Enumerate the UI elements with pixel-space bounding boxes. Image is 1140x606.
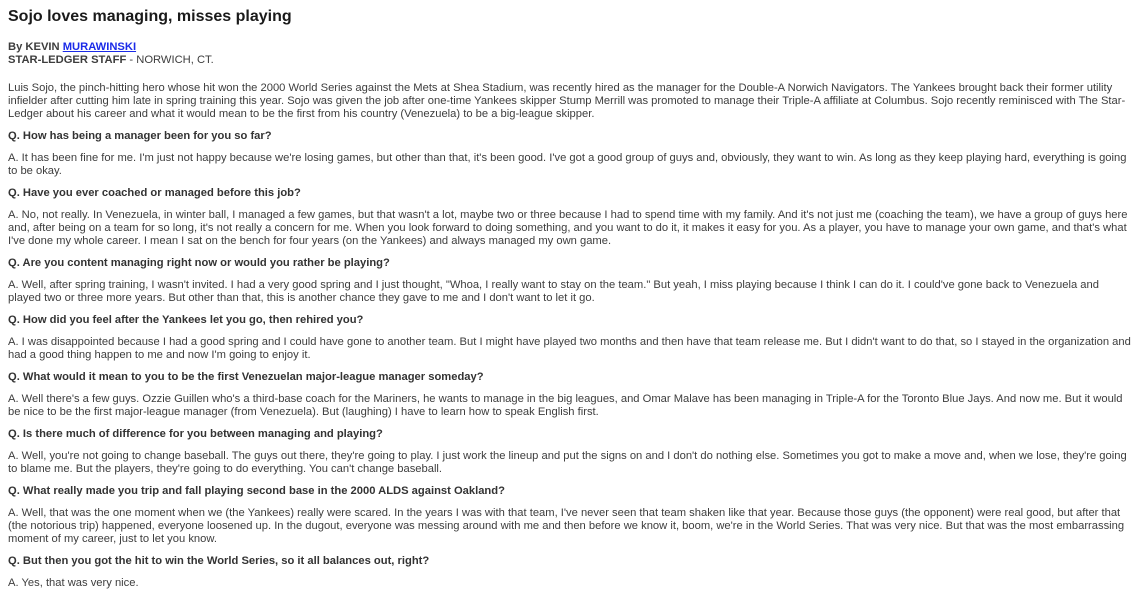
- answer-7: A. Well, that was the one moment when we (the Yankees) really were scared. In the years I was with that team, I've never seen that team shaken like that year. Because those guys (the opponent) were real good, but after that (the notorious trip) happened, everyone loosened up. In the dugout, everyone was messing around with me and then before we know it, boom, we're in the World Series. That was very nice. But that was the most embarrassing moment of my career, just to let you know.: [8, 507, 1125, 545]
- author-link[interactable]: MURAWINSKI: [62, 41, 137, 53]
- answer-5: A. Well there's a few guys. Ozzie Guillen who's a third-base coach for the Mariners, he wants to manage in the big leagues, and Omar Malave has been managing in Triple-A for the Toronto Blue Jays. And now me. But it would be nice to be the first major-league manager (from Venezuela). But (laughing) I have to learn how to speak English first.: [8, 393, 1123, 418]
- question-4: Q. How did you feel after the Yankees let you go, then rehired you?: [8, 314, 364, 326]
- answer-3: A. Well, after spring training, I wasn't invited. I had a very good spring and I just thought, "Whoa, I really want to stay on the team." But yeah, I miss playing because I think I can do it. I could've gone back to Venezuela and played two or three more years. But other than that, this is another chance they gave to me and I don't want to let it go.: [8, 279, 1099, 304]
- intro-paragraph: Luis Sojo, the pinch-hitting hero whose hit won the 2000 World Series against the Mets at Shea Stadium, was recently hired as the manager for the Double-A Norwich Navigators. The Yankees brought back their former utility infielder after cutting him late in spring training this year. Sojo was given the job after one-time Yankees skipper Stump Merrill was promoted to manage their Triple-A affiliate at Columbus. Sojo recently reminisced with The Star-Ledger about his career and what it would mean to be the first from his country (Venezuela) to be a big-league skipper.: [8, 82, 1126, 120]
- question-3: Q. Are you content managing right now or would you rather be playing?: [8, 257, 390, 269]
- question-5: Q. What would it mean to you to be the first Venezuelan major-league manager someday?: [8, 371, 484, 383]
- answer-8: A. Yes, that was very nice.: [8, 577, 139, 589]
- question-6: Q. Is there much of difference for you between managing and playing?: [8, 428, 383, 440]
- byline: [8, 41, 1132, 67]
- question-1: Q. How has being a manager been for you so far?: [8, 130, 272, 142]
- article-title: Sojo loves managing, misses playing: [8, 8, 292, 25]
- question-2: Q. Have you ever coached or managed before this job?: [8, 187, 301, 199]
- question-8: Q. But then you got the hit to win the World Series, so it all balances out, right?: [8, 555, 430, 567]
- staff-label: STAR-LEDGER STAFF: [8, 54, 127, 66]
- answer-1: A. It has been fine for me. I'm just not happy because we're losing games, but other than that, it's been good. I've got a good group of guys and, obviously, they want to win. As long as they keep playing hard, everything is going to be okay.: [8, 152, 1127, 177]
- answer-6: A. Well, you're not going to change baseball. The guys out there, they're going to play. I just work the lineup and put the signs on and I don't do nothing else. Sometimes you got to make a move and, when we lose, they're going to blame me. But the players, they're going to do everything. You can't change baseball.: [8, 450, 1127, 475]
- dateline: - NORWICH, CT.: [126, 54, 214, 66]
- question-7: Q. What really made you trip and fall playing second base in the 2000 ALDS against Oakland?: [8, 485, 505, 497]
- answer-2: A. No, not really. In Venezuela, in winter ball, I managed a few games, but that wasn't a lot, maybe two or three because I had to spend time with my family. And it's not just me (coaching the team), we have a group of guys here and, after being on a team for so long, it's not really a concern for me. When you look forward to doing something, and you want to do it, it makes it easy for you. As a player, you have to manage your own game, and that's what I've done my whole career. I mean I sat on the bench for four years (on the Yankees) and always managed my own game.: [8, 209, 1128, 247]
- answer-4: A. I was disappointed because I had a good spring and I could have gone to another team. But I might have played two months and then have that team release me. But I didn't want to do that, so I stayed in the organization and had a good thing happen to me and now I'm going to enjoy it.: [8, 336, 1131, 361]
- byline-prefix: By KEVIN: [8, 41, 63, 53]
